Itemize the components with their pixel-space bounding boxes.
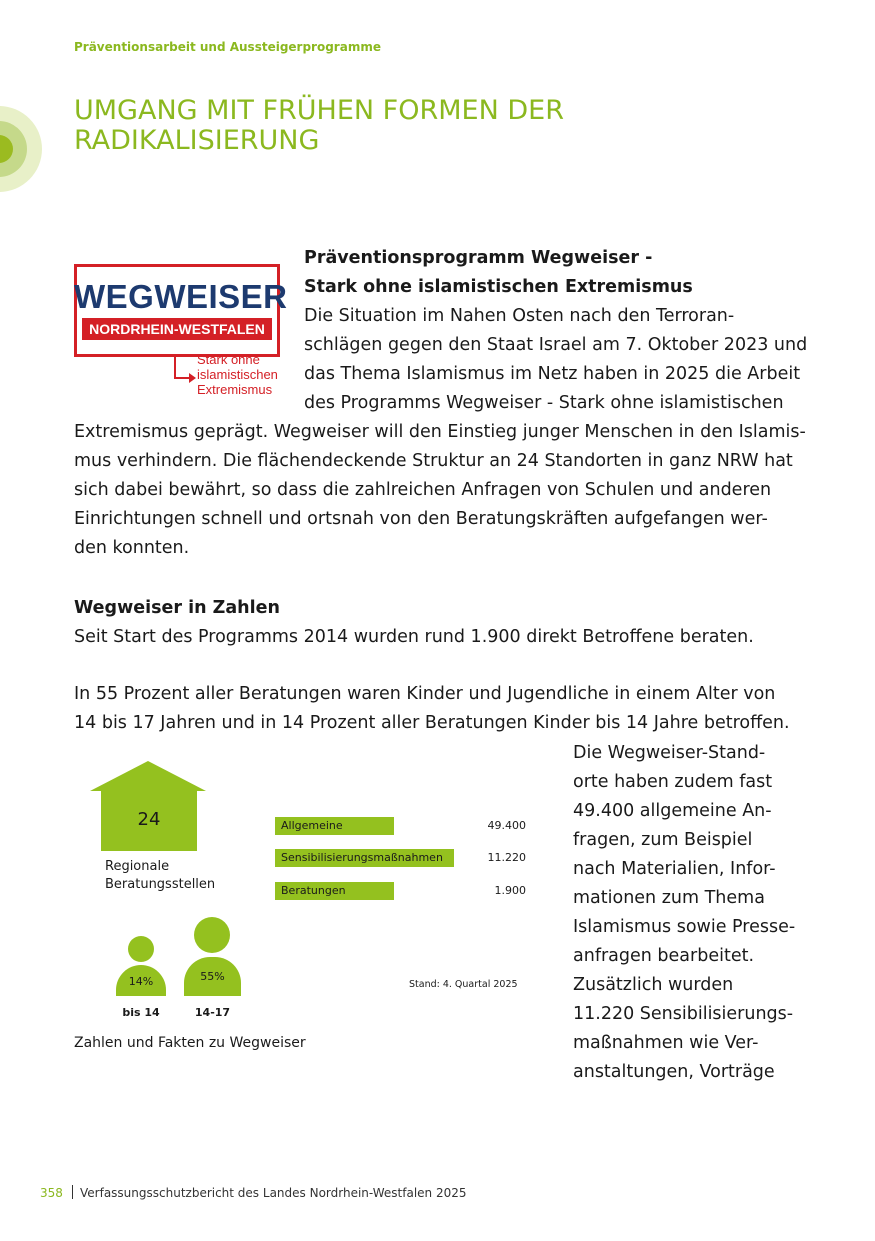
bar-allgemeine: Allgemeine [275,817,394,835]
bar-value-beratungen: 1.900 [494,884,526,897]
bar-value-allgemeine: 49.400 [487,819,526,832]
side-paragraph: Die Wegweiser-Stand- orte haben zudem fast 49.400 allgemeine An- fragen, zum Beispiel nach Materialien, Infor- mationen zum Thema Islamismus sowie Presse- anfragen bearbeitet. Zusätzlich wurden 11.220 Sensibilisierungs- maßnahmen wie Ver- anstaltungen, Vorträge [573,743,796,1082]
person-small-percent: 14% [116,965,166,996]
person-large-percent: 55% [184,957,241,996]
page-number: 358 [40,1186,63,1200]
person-head-icon [128,936,154,962]
logo-band: NORDRHEIN-WESTFALEN [82,318,272,340]
house-roof-icon [90,761,206,791]
arrow-icon [174,357,190,379]
wegweiser-logo [74,264,288,404]
section-header: Präventionsarbeit und Aussteigerprogramme [74,40,381,54]
person-small-age: bis 14 [122,1006,160,1019]
house-label: Regionale Beratungsstellen [105,859,216,892]
numbers-paragraph-1: Seit Start des Programms 2014 wurden rund 1.900 direkt Betroffene beraten. [74,627,754,647]
numbers-paragraph-2: In 55 Prozent aller Beratungen waren Kinder und Jugendliche in einem Alter von 14 bis 17 Jahren und in 14 Prozent aller Beratungen Kinder bis 14 Jahre betroffen. [74,684,790,733]
logo-word: WEGWEISER [74,278,288,315]
house-counter: 24 [101,789,197,851]
page-title: UMGANG MIT FRÜHEN FORMEN DER RADIKALISIERUNG [74,95,564,156]
bar-value-sensibilisierung: 11.220 [487,851,526,864]
numbers-heading: Wegweiser in Zahlen [74,598,280,618]
stand-note: Stand: 4. Quartal 2025 [409,979,518,990]
footer-divider [72,1185,73,1199]
bar-sensibilisierung: Sensibilisierungsmaßnahmen [275,849,454,867]
logo-tagline: Stark ohne islamistischen Extremismus [197,352,278,397]
footer-text: Verfassungsschutzbericht des Landes Nordrhein-Westfalen 2025 [80,1186,467,1200]
bar-beratungen: Beratungen [275,882,394,900]
person-large-age: 14-17 [194,1006,231,1019]
person-head-icon [194,917,230,953]
decorative-circles [0,106,42,192]
intro-paragraph-top: Die Situation im Nahen Osten nach den Terroran- schlägen gegen den Staat Israel am 7. Oktober 2023 und das Thema Islamismus im Netz haben in 2025 die Arbeit des Programms Wegweiser - Stark ohne islamistischen [304,306,808,413]
figure-caption: Zahlen und Fakten zu Wegweiser [74,1035,306,1051]
intro-paragraph-full: Extremismus geprägt. Wegweiser will den Einstieg junger Menschen in den Islamis- mus verhindern. Die flächendeckende Struktur an 24 Standorten in ganz NRW hat sich dabei bewährt, so dass die zahlreichen Anfragen von Schulen und anderen Einrichtungen schnell und ortsnah von den Beratungskräften aufgefangen wer- den konnten. [74,422,806,558]
article-heading: Präventionsprogramm Wegweiser - Stark ohne islamistischen Extremismus [304,248,693,297]
